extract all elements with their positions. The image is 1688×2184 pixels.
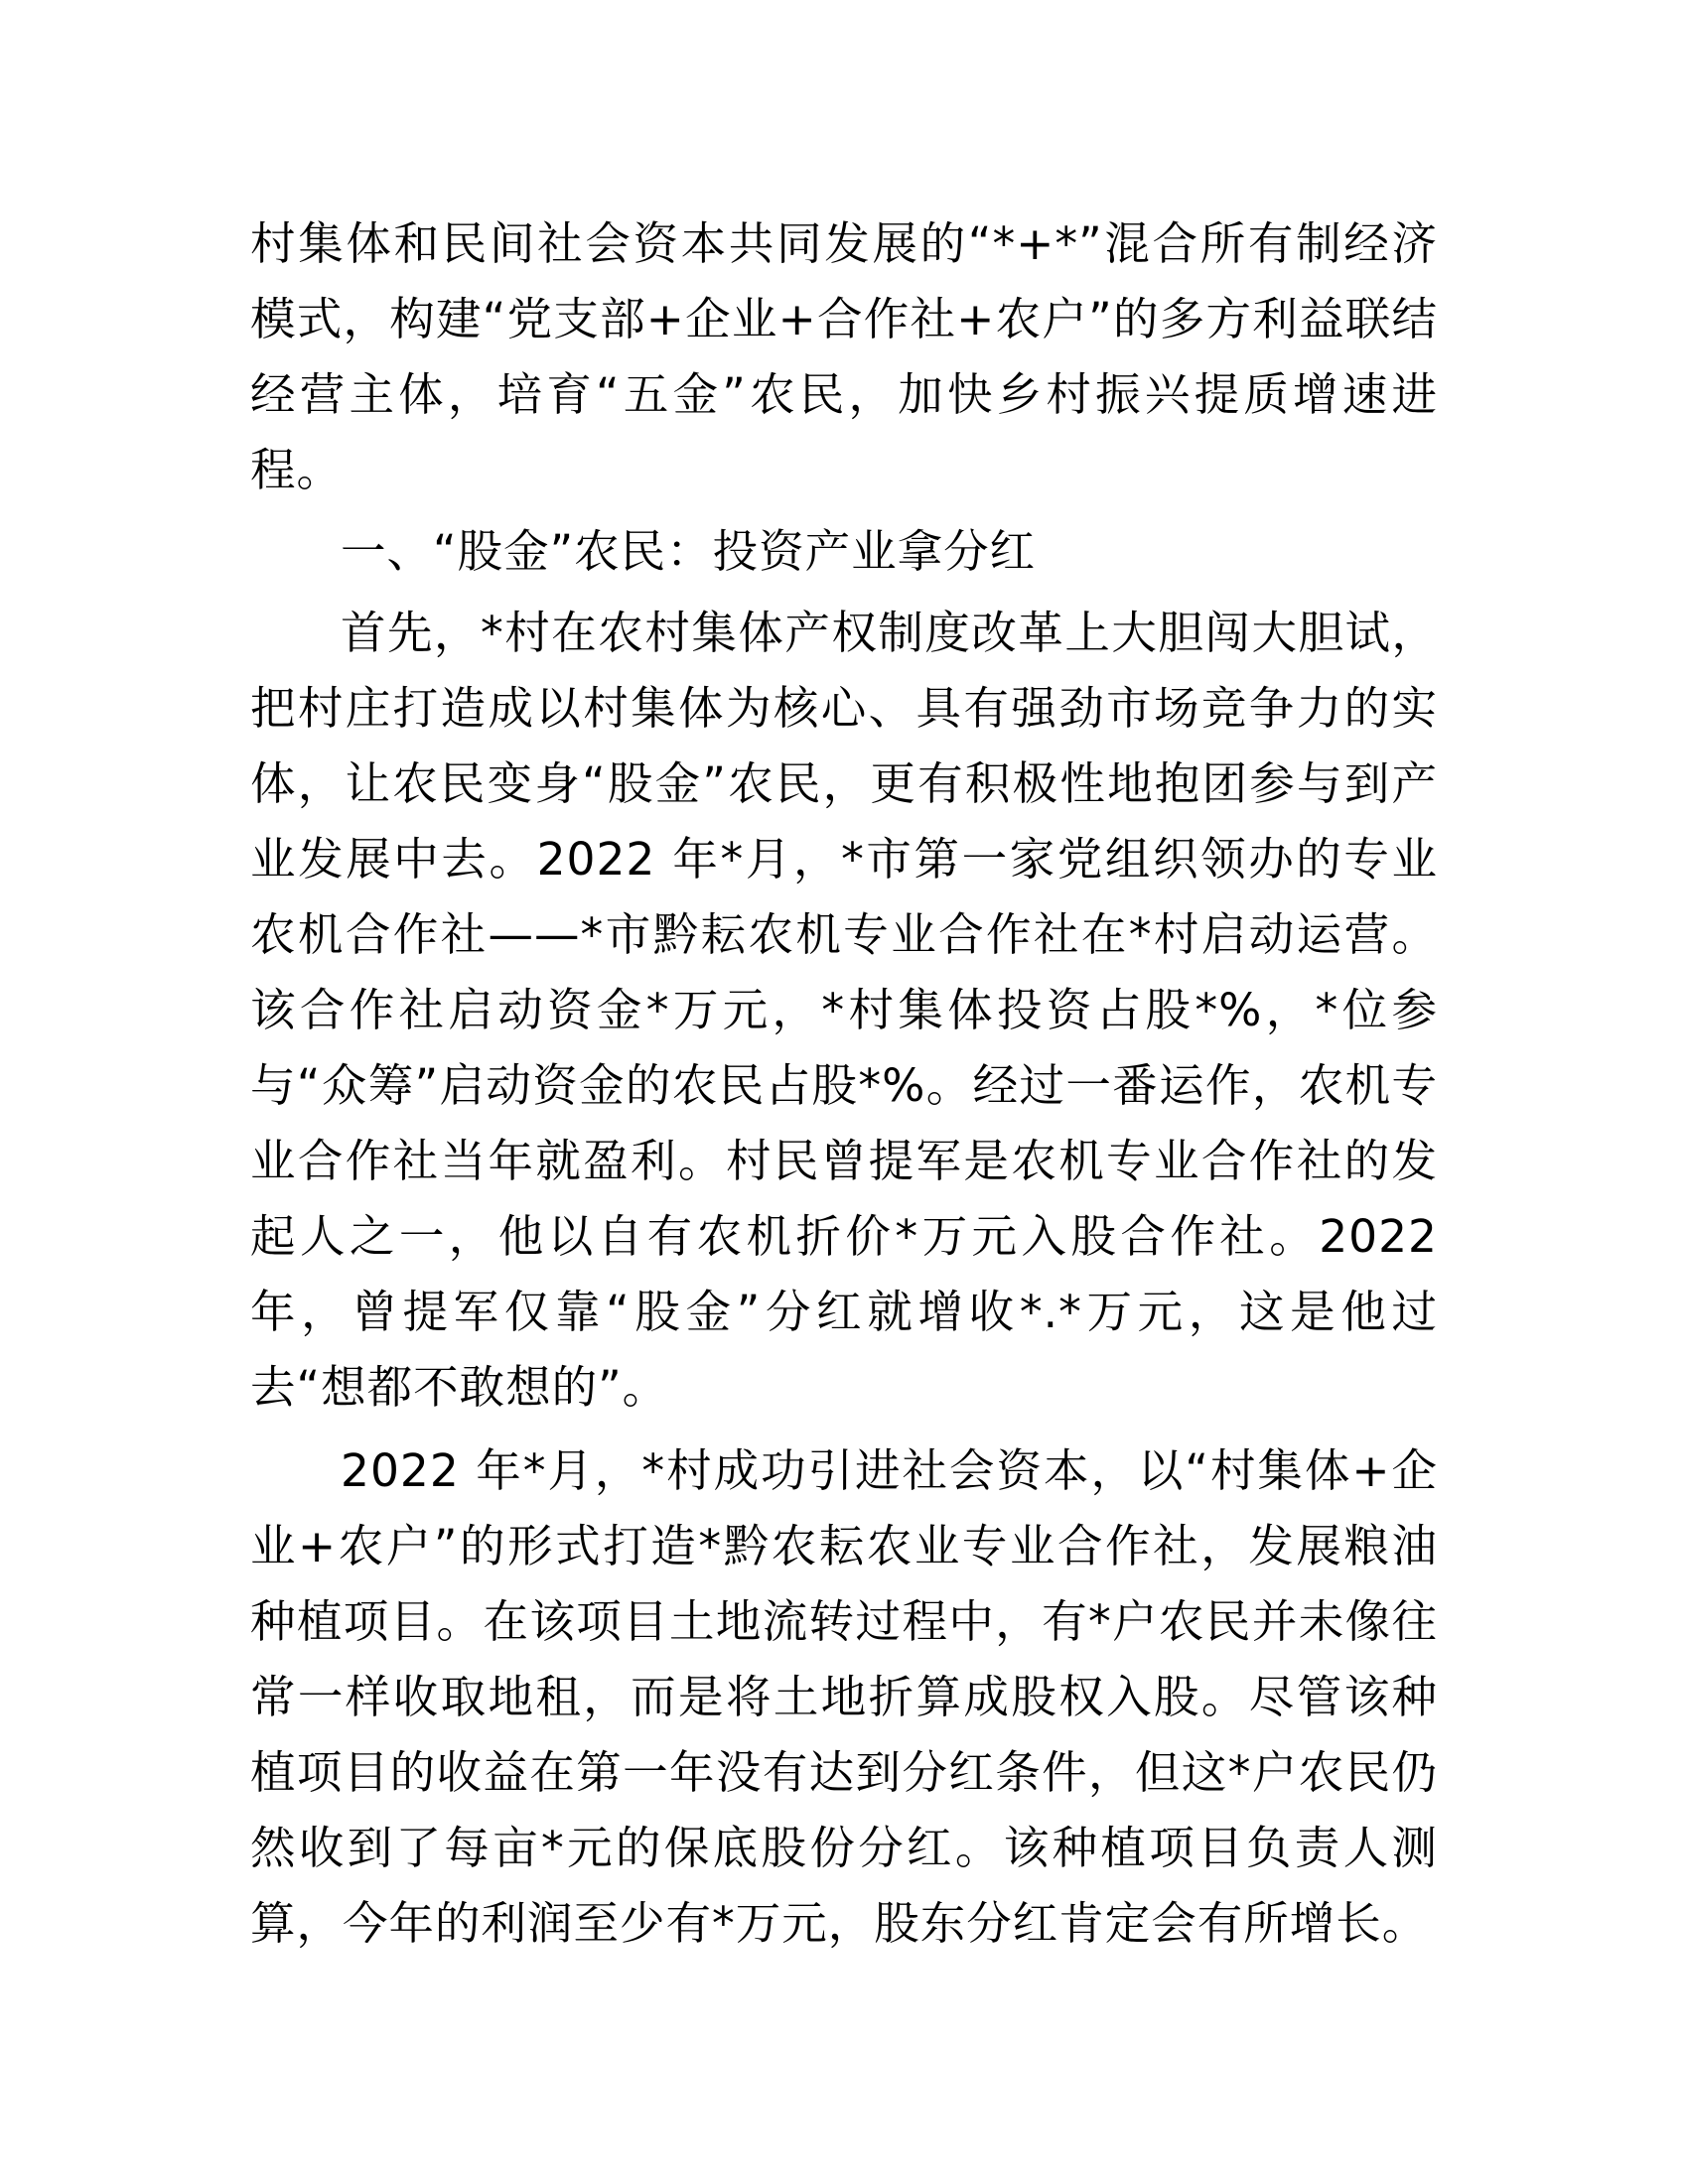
paragraph-body: 首先，*村在农村集体产权制度改革上大胆闯大胆试，把村庄打造成以村集体为核心、具有强劲市场竞争力的实体，让农民变身“股金”农民，更有积极性地抱团参与到产业发展中去。2022 年*月，*市第一家党组织领办的专业农机合作社——*市黔耘农机专业合作社在*村启动运营。该合作社启动资金*万元，*村集体投资占股*%，*位参与“众筹”启动资金的农民占股*%。经过一番运作，农机专业合作社当年就盈利。村民曾提军是农机专业合作社的发起人之一，他以自有农机折价*万元入股合作社。2022 年，曾提军仅靠“股金”分红就增收*.*万元，这是他过去“想都不敢想的”。 [250, 607, 1438, 1414]
paragraph-body: 2022 年*月，*村成功引进社会资本，以“村集体+企业+农户”的形式打造*黔农耘农业专业合作社，发展粮油种植项目。在该项目土地流转过程中，有*户农民并未像往常一样收取地租，而是将土地折算成股权入股。尽管该种植项目的收益在第一年没有达到分红条件，但这*户农民仍然收到了每亩*元的保底股份分红。该种植项目负责人测算，今年的利润至少有*万元，股东分红肯定会有所增长。 [250, 1444, 1438, 1950]
document-body [250, 206, 1438, 1962]
section-heading: 一、“股金”农民：投资产业拿分红 [341, 525, 1037, 578]
paragraph-continuation: 村集体和民间社会资本共同发展的“*+*”混合所有制经济模式，构建“党支部+企业+合作社+农户”的多方利益联结经营主体，培育“五金”农民，加快乡村振兴提质增速进程。 [250, 217, 1438, 496]
